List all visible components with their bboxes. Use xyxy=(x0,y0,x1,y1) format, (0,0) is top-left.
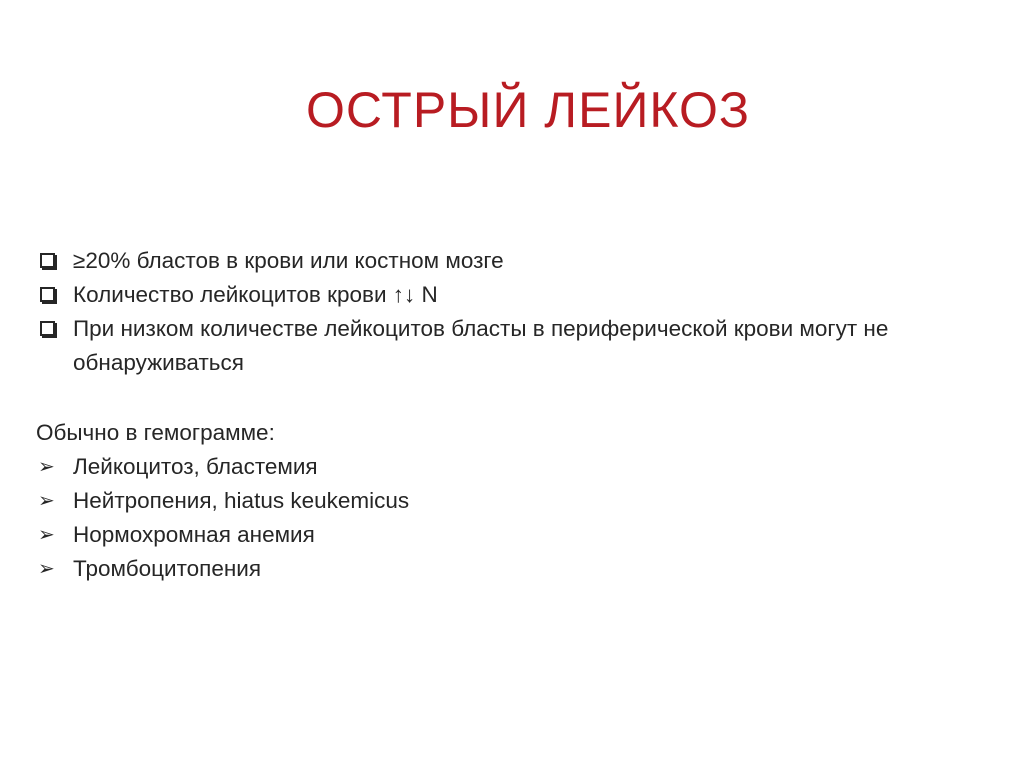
checklist-item xyxy=(36,312,1024,380)
arrowhead-bullet-icon: ➢ xyxy=(38,524,55,546)
checklist-item-text: При низком количестве лейкоцитов бласты в периферической крови могут не обнаруживаться xyxy=(73,316,889,375)
section-spacer xyxy=(36,380,1024,416)
arrow-list-item-text: Тромбоцитопения xyxy=(73,556,262,581)
arrow-list-item-text: Лейкоцитоз, бластемия xyxy=(73,454,318,479)
checkbox-icon xyxy=(36,244,66,278)
arrowhead-bullet-icon: ➢ xyxy=(38,490,55,512)
arrowhead-bullet-icon: ➢ xyxy=(38,456,55,478)
checklist-item xyxy=(36,244,1024,278)
checkbox-icon xyxy=(36,278,66,312)
arrow-list-item-text: Нормохромная анемия xyxy=(73,522,315,547)
subheading: Обычно в гемограмме: xyxy=(36,420,275,445)
arrowhead-bullet-icon: ➢ xyxy=(38,558,55,580)
slide-title: ОСТРЫЙ ЛЕЙКОЗ xyxy=(305,82,751,138)
checklist-item-text: Количество лейкоцитов крови ↑↓ N xyxy=(73,282,438,307)
arrow-list-item xyxy=(36,518,1024,552)
arrow-list-item xyxy=(36,552,1024,586)
checkbox-icon xyxy=(36,312,66,346)
checklist-item-text: ≥20% бластов в крови или костном мозге xyxy=(73,248,504,273)
arrow-list-item xyxy=(36,450,1024,484)
arrow-list-item-text: Нейтропения, hiatus keukemicus xyxy=(73,488,410,513)
checklist-item xyxy=(36,278,1024,312)
arrow-list-item xyxy=(36,484,1024,518)
content-block xyxy=(36,244,1024,586)
